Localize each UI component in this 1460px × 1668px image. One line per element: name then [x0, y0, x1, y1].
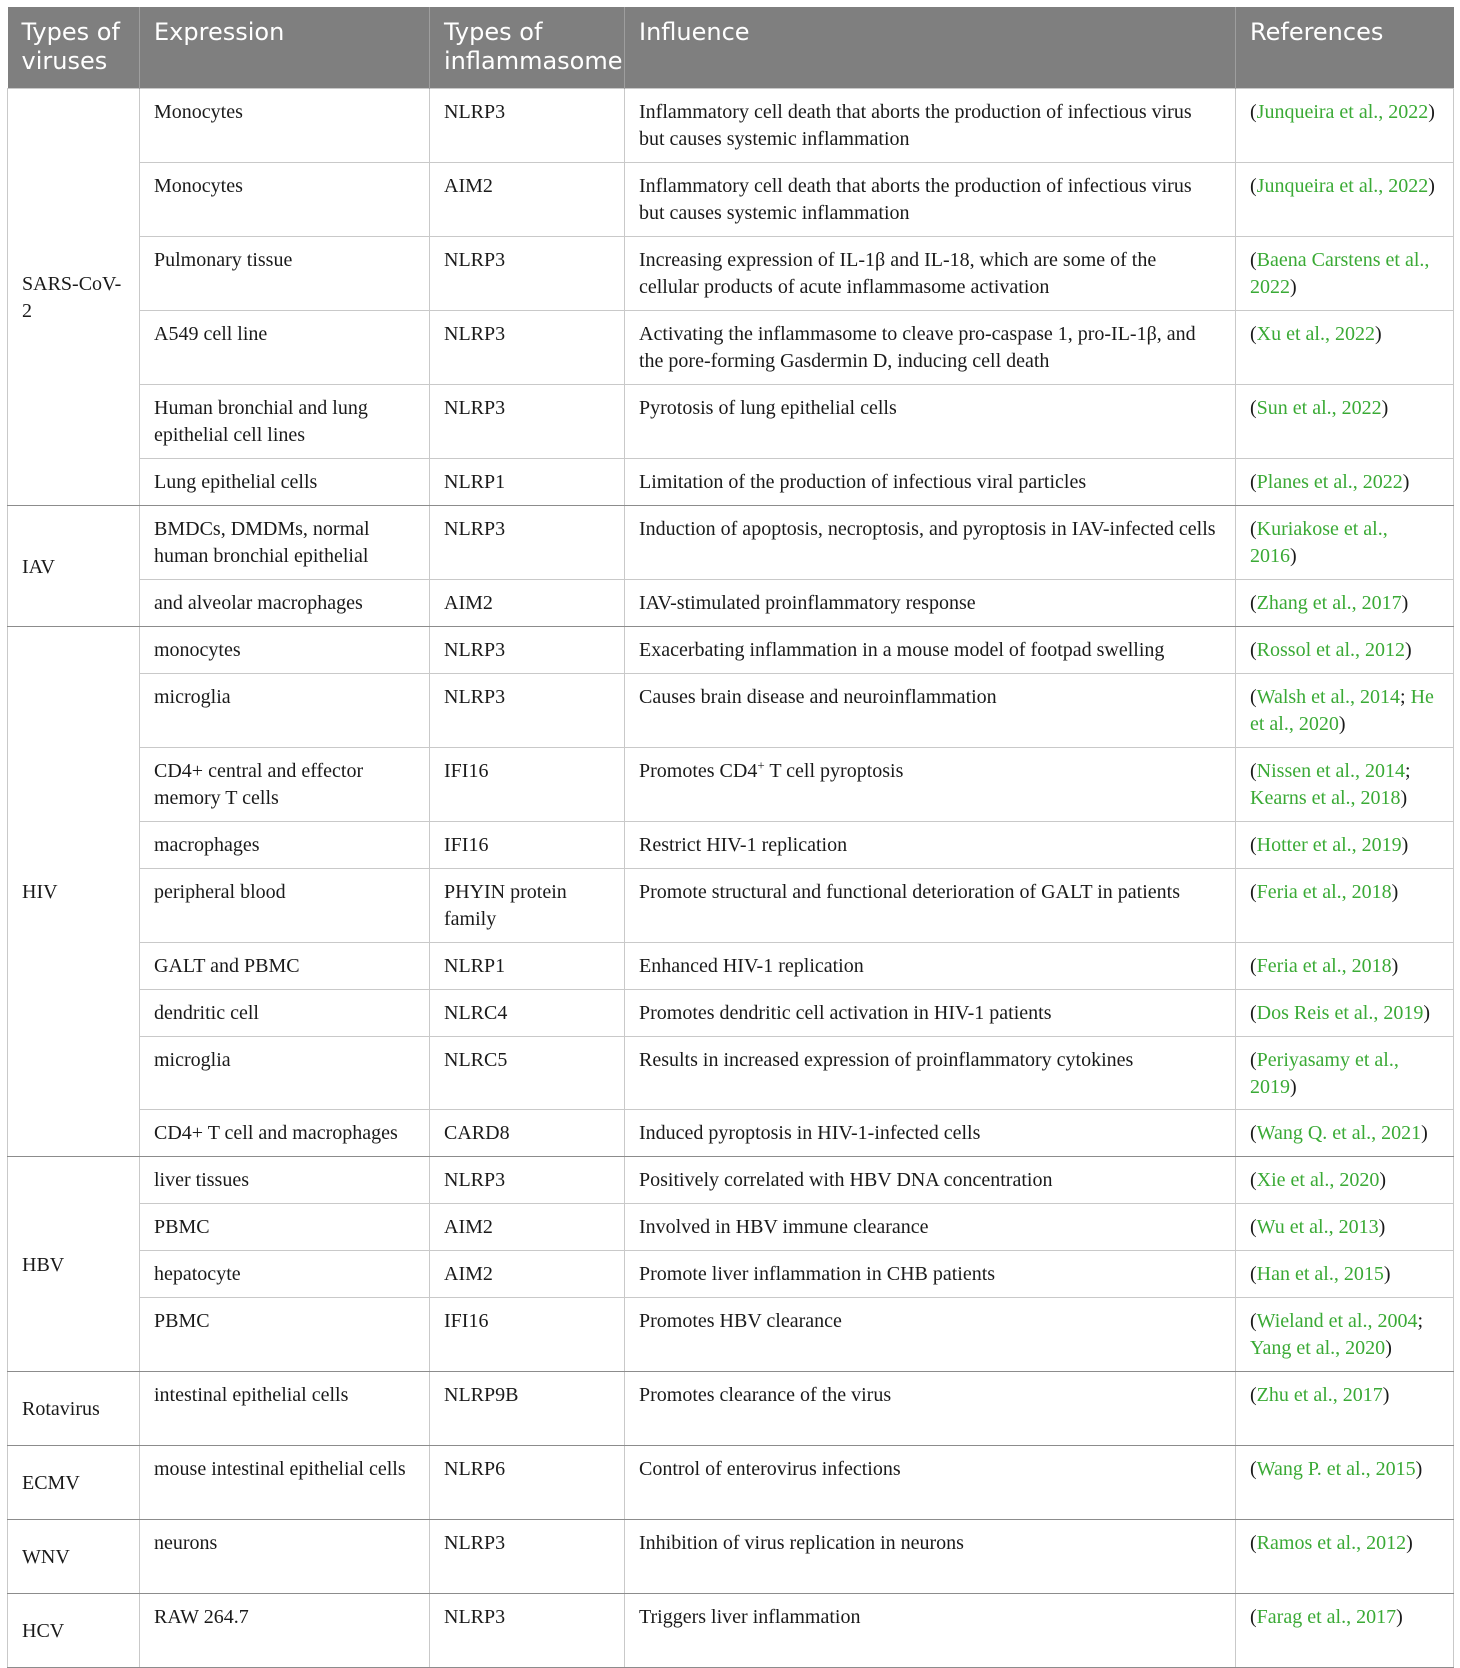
reference-link[interactable]: Periyasamy et al., 2019 [1250, 1049, 1399, 1098]
open-paren: ( [1250, 1169, 1257, 1191]
references-cell [1236, 1520, 1454, 1594]
reference-link[interactable]: Zhang et al., 2017 [1256, 592, 1402, 614]
open-paren: ( [1250, 1384, 1257, 1406]
open-paren: ( [1250, 881, 1257, 903]
close-paren: ) [1428, 175, 1435, 197]
close-paren: ) [1379, 1169, 1387, 1191]
open-paren: ( [1250, 1606, 1257, 1628]
open-paren: ( [1250, 686, 1257, 708]
influence-text-post: T cell pyroptosis [764, 760, 904, 782]
influence-cell: Control of enterovirus infections [625, 1446, 1236, 1520]
close-paren: ) [1290, 276, 1297, 298]
reference-link[interactable]: Baena Carstens et al., 2022 [1250, 249, 1430, 298]
expression-cell: CD4+ T cell and macrophages [140, 1110, 430, 1157]
reference-link[interactable]: Kearns et al., 2018 [1250, 787, 1401, 809]
reference-separator: ; [1404, 760, 1411, 782]
influence-cell: Involved in HBV immune clearance [625, 1204, 1236, 1251]
influence-cell: Triggers liver inflammation [625, 1594, 1236, 1668]
expression-cell: GALT and PBMC [140, 943, 430, 990]
inflammasome-cell: AIM2 [430, 1204, 625, 1251]
reference-link[interactable]: Kuriakose et al., 2016 [1250, 518, 1388, 567]
expression-cell: and alveolar macrophages [140, 580, 430, 627]
influence-superscript: + [757, 757, 765, 773]
influence-cell: Inhibition of virus replication in neurons [625, 1520, 1236, 1594]
open-paren: ( [1250, 323, 1257, 345]
close-paren: ) [1374, 323, 1382, 345]
influence-cell: Exacerbating inflammation in a mouse model of footpad swelling [625, 627, 1236, 674]
table-row [8, 674, 1454, 748]
influence-cell: Inflammatory cell death that aborts the production of infectious virus but causes systemic inflammation [625, 89, 1236, 163]
table-row [8, 1372, 1454, 1446]
inflammasome-cell: NLRP3 [430, 311, 625, 385]
references-cell [1236, 1110, 1454, 1157]
expression-cell: microglia [140, 674, 430, 748]
header-types-of-inflammasome: Types of inflammasome [430, 7, 625, 89]
inflammasome-cell: NLRP3 [430, 1520, 625, 1594]
inflammasome-cell: NLRP3 [430, 627, 625, 674]
inflammasome-cell: IFI16 [430, 748, 625, 822]
references-cell [1236, 1446, 1454, 1520]
close-paren: ) [1405, 639, 1412, 661]
reference-link[interactable]: Xu et al., 2022 [1256, 323, 1375, 345]
table-row [8, 748, 1454, 822]
close-paren: ) [1401, 592, 1409, 614]
expression-cell: Monocytes [140, 163, 430, 237]
virus-type-cell: HCV [8, 1594, 140, 1668]
open-paren: ( [1250, 955, 1257, 977]
close-paren: ) [1406, 1532, 1413, 1554]
references-cell [1236, 627, 1454, 674]
open-paren: ( [1250, 1532, 1257, 1554]
inflammasome-cell: NLRP6 [430, 1446, 625, 1520]
influence-cell: Limitation of the production of infectious viral particles [625, 459, 1236, 506]
open-paren: ( [1250, 1049, 1257, 1071]
open-paren: ( [1250, 760, 1257, 782]
influence-cell: Promotes HBV clearance [625, 1298, 1236, 1372]
expression-cell: Monocytes [140, 89, 430, 163]
close-paren: ) [1385, 1337, 1392, 1359]
header-influence: Influence [625, 7, 1236, 89]
reference-link[interactable]: Junqueira et al., 2022 [1256, 175, 1429, 197]
references-cell [1236, 385, 1454, 459]
reference-link[interactable]: Wang Q. et al., 2021 [1256, 1122, 1422, 1144]
influence-cell: Activating the inflammasome to cleave pro-caspase 1, pro-IL-1β, and the pore-forming Gasdermin D, inducing cell death [625, 311, 1236, 385]
open-paren: ( [1250, 639, 1257, 661]
open-paren: ( [1250, 834, 1257, 856]
close-paren: ) [1415, 1458, 1423, 1480]
influence-cell: Causes brain disease and neuroinflammation [625, 674, 1236, 748]
reference-link[interactable]: He et al., 2020 [1250, 686, 1434, 735]
header-references: References [1236, 7, 1454, 89]
reference-link[interactable]: Feria et al., 2018 [1256, 881, 1392, 903]
reference-link[interactable]: Feria et al., 2018 [1256, 955, 1392, 977]
virus-type-cell: WNV [8, 1520, 140, 1594]
table-header-row [8, 7, 1454, 89]
inflammasome-cell: PHYIN protein family [430, 869, 625, 943]
reference-link[interactable]: Wu et al., 2013 [1256, 1216, 1379, 1238]
references-cell [1236, 1204, 1454, 1251]
references-cell [1236, 1251, 1454, 1298]
expression-cell: liver tissues [140, 1157, 430, 1204]
table-row [8, 459, 1454, 506]
references-cell [1236, 869, 1454, 943]
inflammasome-cell: AIM2 [430, 1251, 625, 1298]
inflammasome-cell: AIM2 [430, 580, 625, 627]
close-paren: ) [1423, 1002, 1430, 1024]
expression-cell: intestinal epithelial cells [140, 1372, 430, 1446]
inflammasome-cell: NLRP1 [430, 943, 625, 990]
virus-type-cell: HIV [8, 627, 140, 1157]
table-row [8, 1520, 1454, 1594]
references-cell [1236, 163, 1454, 237]
close-paren: ) [1290, 1076, 1297, 1098]
references-cell [1236, 990, 1454, 1037]
virus-type-cell: IAV [8, 506, 140, 627]
virus-inflammasome-table [7, 7, 1454, 1668]
reference-link[interactable]: Han et al., 2015 [1256, 1263, 1384, 1285]
inflammasome-cell: NLRC5 [430, 1037, 625, 1110]
table-row [8, 1594, 1454, 1668]
close-paren: ) [1383, 1263, 1391, 1285]
expression-cell: A549 cell line [140, 311, 430, 385]
table-row [8, 822, 1454, 869]
open-paren: ( [1250, 1002, 1257, 1024]
open-paren: ( [1250, 175, 1257, 197]
influence-cell [625, 748, 1236, 822]
references-cell [1236, 674, 1454, 748]
open-paren: ( [1250, 1216, 1257, 1238]
table-row [8, 1298, 1454, 1372]
inflammasome-cell: NLRP9B [430, 1372, 625, 1446]
expression-cell: peripheral blood [140, 869, 430, 943]
inflammasome-cell: NLRP3 [430, 237, 625, 311]
expression-cell: Pulmonary tissue [140, 237, 430, 311]
table-row [8, 1446, 1454, 1520]
influence-cell: Promote structural and functional deterioration of GALT in patients [625, 869, 1236, 943]
inflammasome-cell: NLRP3 [430, 1594, 625, 1668]
virus-type-cell: ECMV [8, 1446, 140, 1520]
close-paren: ) [1290, 545, 1297, 567]
expression-cell: PBMC [140, 1298, 430, 1372]
table-row [8, 580, 1454, 627]
table-row [8, 385, 1454, 459]
reference-link[interactable]: Ramos et al., 2012 [1256, 1532, 1407, 1554]
influence-cell: Promotes dendritic cell activation in HIV-1 patients [625, 990, 1236, 1037]
references-cell [1236, 748, 1454, 822]
inflammasome-cell: NLRC4 [430, 990, 625, 1037]
expression-cell: Lung epithelial cells [140, 459, 430, 506]
open-paren: ( [1250, 1310, 1257, 1332]
close-paren: ) [1378, 1216, 1386, 1238]
reference-link[interactable]: Walsh et al., 2014 [1256, 686, 1401, 708]
influence-cell: Promote liver inflammation in CHB patients [625, 1251, 1236, 1298]
references-cell [1236, 1298, 1454, 1372]
table-row [8, 237, 1454, 311]
close-paren: ) [1421, 1122, 1428, 1144]
table-row [8, 163, 1454, 237]
expression-cell: hepatocyte [140, 1251, 430, 1298]
references-cell [1236, 506, 1454, 580]
references-cell [1236, 1037, 1454, 1110]
virus-type-cell: SARS-CoV-2 [8, 89, 140, 506]
references-cell [1236, 459, 1454, 506]
open-paren: ( [1250, 397, 1257, 419]
expression-cell: neurons [140, 1520, 430, 1594]
inflammasome-cell: IFI16 [430, 1298, 625, 1372]
table-row [8, 1110, 1454, 1157]
expression-cell: BMDCs, DMDMs, normal human bronchial epithelial [140, 506, 430, 580]
reference-link[interactable]: Nissen et al., 2014 [1256, 760, 1405, 782]
inflammasome-cell: NLRP3 [430, 506, 625, 580]
inflammasome-cell: AIM2 [430, 163, 625, 237]
references-cell [1236, 822, 1454, 869]
reference-link[interactable]: Junqueira et al., 2022 [1256, 101, 1429, 123]
reference-link[interactable]: Sun et al., 2022 [1256, 397, 1382, 419]
close-paren: ) [1382, 1384, 1390, 1406]
reference-separator: ; [1400, 686, 1411, 708]
influence-cell: Induced pyroptosis in HIV-1-infected cells [625, 1110, 1236, 1157]
influence-cell: Positively correlated with HBV DNA concentration [625, 1157, 1236, 1204]
expression-cell: mouse intestinal epithelial cells [140, 1446, 430, 1520]
influence-cell: Restrict HIV-1 replication [625, 822, 1236, 869]
table-row [8, 506, 1454, 580]
inflammasome-cell: NLRP3 [430, 385, 625, 459]
close-paren: ) [1381, 397, 1389, 419]
expression-cell: PBMC [140, 1204, 430, 1251]
expression-cell: Human bronchial and lung epithelial cell lines [140, 385, 430, 459]
inflammasome-cell: NLRP1 [430, 459, 625, 506]
inflammasome-cell: CARD8 [430, 1110, 625, 1157]
expression-cell: CD4+ central and effector memory T cells [140, 748, 430, 822]
influence-cell: Increasing expression of IL-1β and IL-18, which are some of the cellular products of acute inflammasome activation [625, 237, 1236, 311]
influence-cell: IAV-stimulated proinflammatory response [625, 580, 1236, 627]
table-row [8, 627, 1454, 674]
virus-type-cell: HBV [8, 1157, 140, 1372]
open-paren: ( [1250, 249, 1257, 271]
table-row [8, 1251, 1454, 1298]
reference-separator: ; [1417, 1310, 1424, 1332]
references-cell [1236, 89, 1454, 163]
open-paren: ( [1250, 592, 1257, 614]
references-cell [1236, 1157, 1454, 1204]
virus-type-cell: Rotavirus [8, 1372, 140, 1446]
open-paren: ( [1250, 471, 1257, 493]
reference-link[interactable]: Rossol et al., 2012 [1256, 639, 1406, 661]
inflammasome-cell: NLRP3 [430, 1157, 625, 1204]
inflammasome-cell: NLRP3 [430, 674, 625, 748]
reference-link[interactable]: Hotter et al., 2019 [1256, 834, 1402, 856]
close-paren: ) [1396, 1606, 1403, 1628]
header-types-of-viruses: Types of viruses [8, 7, 140, 89]
inflammasome-cell: NLRP3 [430, 89, 625, 163]
close-paren: ) [1428, 101, 1435, 123]
table-row [8, 943, 1454, 990]
reference-link[interactable]: Xie et al., 2020 [1256, 1169, 1380, 1191]
close-paren: ) [1391, 955, 1399, 977]
influence-cell: Inflammatory cell death that aborts the production of infectious virus but causes systemic inflammation [625, 163, 1236, 237]
expression-cell: RAW 264.7 [140, 1594, 430, 1668]
open-paren: ( [1250, 1458, 1257, 1480]
influence-cell: Enhanced HIV-1 replication [625, 943, 1236, 990]
open-paren: ( [1250, 518, 1257, 540]
reference-link[interactable]: Yang et al., 2020 [1250, 1337, 1386, 1359]
header-expression: Expression [140, 7, 430, 89]
reference-link[interactable]: Farag et al., 2017 [1256, 1606, 1397, 1628]
references-cell [1236, 237, 1454, 311]
reference-link[interactable]: Wang P. et al., 2015 [1256, 1458, 1416, 1480]
table-row [8, 1204, 1454, 1251]
close-paren: ) [1402, 471, 1410, 493]
table-row [8, 869, 1454, 943]
references-cell [1236, 311, 1454, 385]
close-paren: ) [1391, 881, 1399, 903]
open-paren: ( [1250, 101, 1257, 123]
close-paren: ) [1401, 834, 1409, 856]
close-paren: ) [1338, 713, 1346, 735]
open-paren: ( [1250, 1122, 1257, 1144]
expression-cell: microglia [140, 1037, 430, 1110]
influence-cell: Promotes clearance of the virus [625, 1372, 1236, 1446]
influence-text-pre: Promotes CD4 [639, 760, 758, 782]
references-cell [1236, 943, 1454, 990]
influence-cell: Results in increased expression of proinflammatory cytokines [625, 1037, 1236, 1110]
references-cell [1236, 580, 1454, 627]
table-row [8, 1157, 1454, 1204]
table-row [8, 89, 1454, 163]
reference-link[interactable]: Zhu et al., 2017 [1256, 1384, 1383, 1406]
open-paren: ( [1250, 1263, 1257, 1285]
references-cell [1236, 1594, 1454, 1668]
table-row [8, 1037, 1454, 1110]
expression-cell: macrophages [140, 822, 430, 869]
expression-cell: monocytes [140, 627, 430, 674]
influence-cell: Pyrotosis of lung epithelial cells [625, 385, 1236, 459]
expression-cell: dendritic cell [140, 990, 430, 1037]
reference-link[interactable]: Planes et al., 2022 [1256, 471, 1403, 493]
table-row [8, 990, 1454, 1037]
reference-link[interactable]: Dos Reis et al., 2019 [1256, 1002, 1424, 1024]
table-row [8, 311, 1454, 385]
references-cell [1236, 1372, 1454, 1446]
influence-cell: Induction of apoptosis, necroptosis, and pyroptosis in IAV-infected cells [625, 506, 1236, 580]
reference-link[interactable]: Wieland et al., 2004 [1256, 1310, 1418, 1332]
close-paren: ) [1400, 787, 1408, 809]
inflammasome-cell: IFI16 [430, 822, 625, 869]
